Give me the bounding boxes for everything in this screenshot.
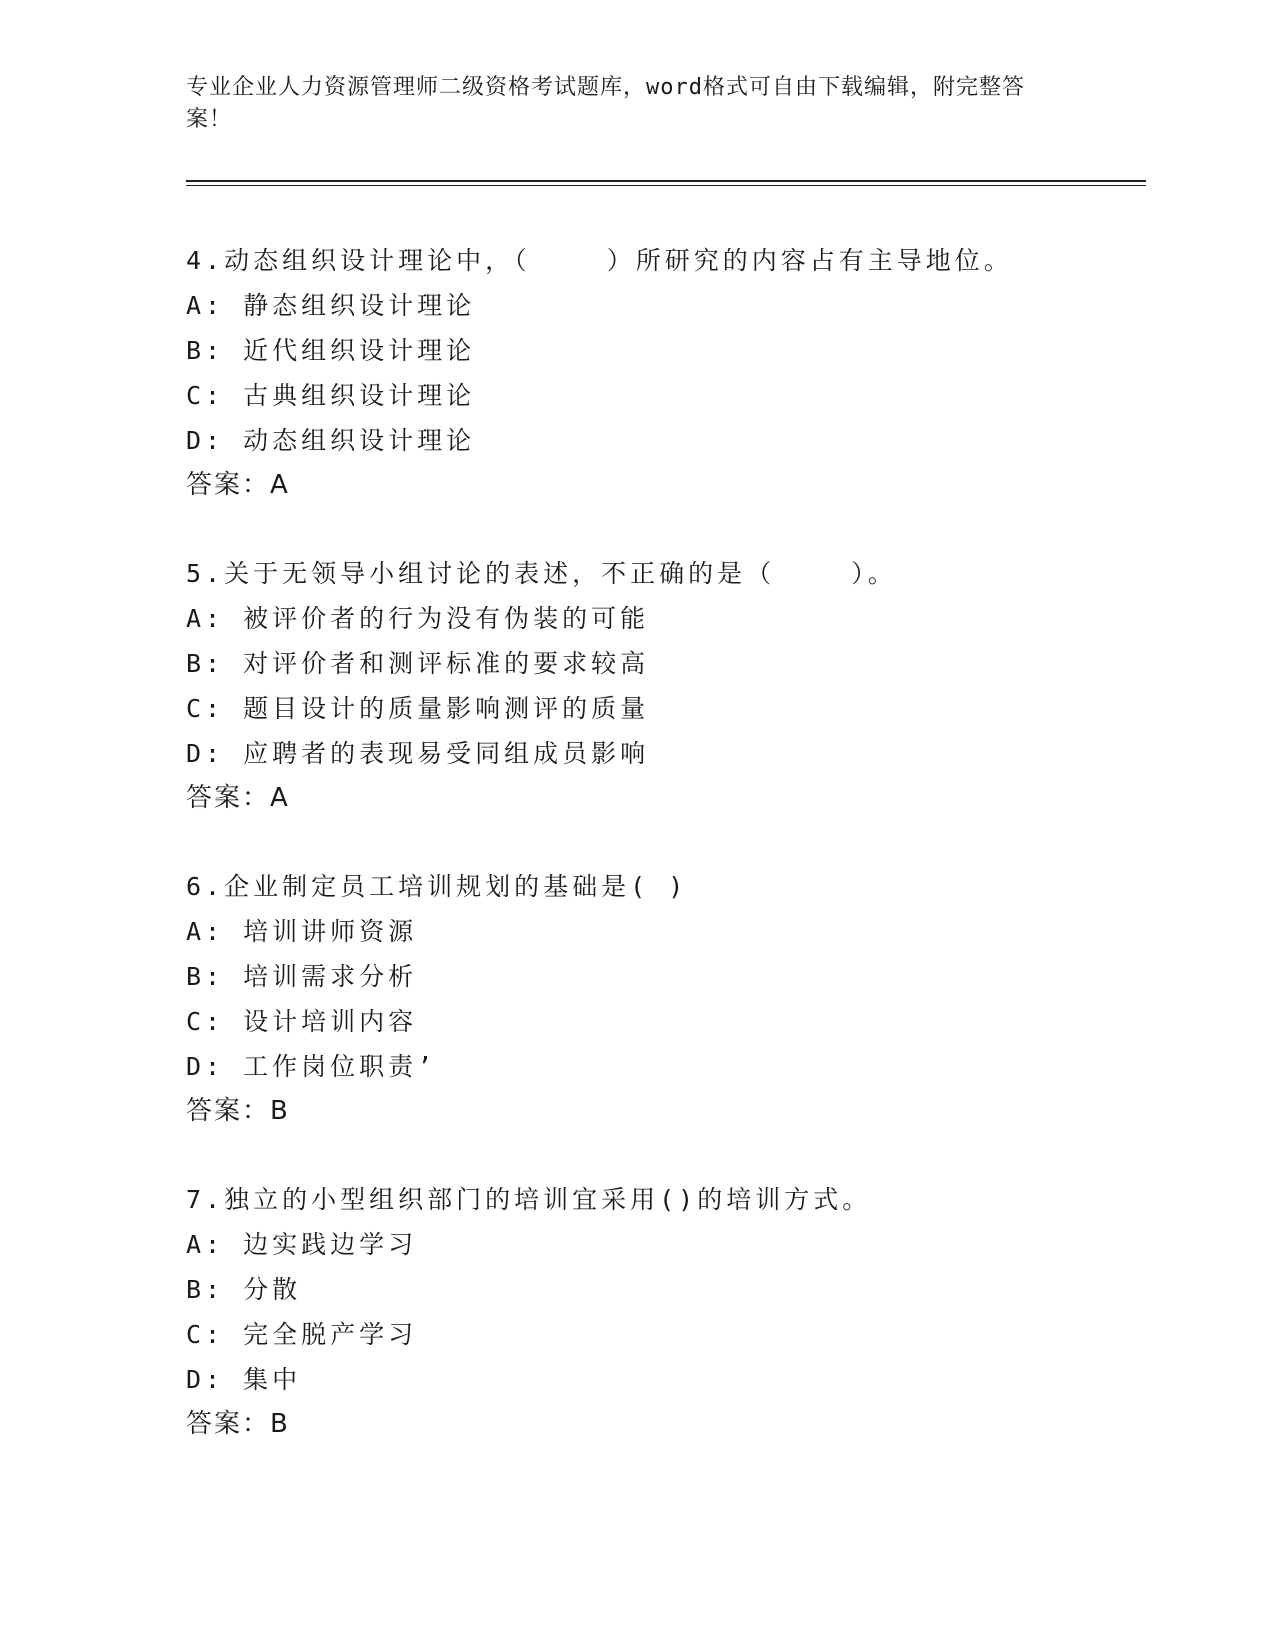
option-d: D: 动态组织设计理论 [186, 426, 476, 455]
answer-line: 答案：B [186, 1409, 290, 1439]
option-b: B: 分散 [186, 1275, 302, 1304]
question-stem: 6.企业制定员工培训规划的基础是( ) [186, 872, 688, 901]
option-d: D: 工作岗位职责’ [186, 1052, 437, 1081]
document-page [186, 72, 1146, 1490]
option-c: C: 题目设计的质量影响测评的质量 [186, 694, 650, 723]
option-b: B: 近代组织设计理论 [186, 336, 476, 365]
question-item [186, 238, 1146, 508]
option-c: C: 完全脱产学习 [186, 1320, 418, 1349]
question-stem: 5.关于无领导小组讨论的表述，不正确的是（ ）。 [186, 559, 897, 588]
question-list [186, 238, 1146, 1447]
question-item [186, 551, 1146, 821]
option-a: A: 静态组织设计理论 [186, 291, 476, 320]
option-d: D: 集中 [186, 1365, 302, 1394]
option-c: C: 古典组织设计理论 [186, 381, 476, 410]
answer-line: 答案：A [186, 470, 290, 500]
option-b: B: 培训需求分析 [186, 962, 418, 991]
option-a: A: 被评价者的行为没有伪装的可能 [186, 604, 650, 633]
document-header: 专业企业人力资源管理师二级资格考试题库，word格式可自由下载编辑，附完整答案！ [186, 75, 1025, 132]
question-stem: 4.动态组织设计理论中，（ ）所研究的内容占有主导地位。 [186, 246, 1013, 275]
answer-line: 答案：A [186, 783, 290, 813]
option-c: C: 设计培训内容 [186, 1007, 418, 1036]
option-d: D: 应聘者的表现易受同组成员影响 [186, 739, 650, 768]
question-item [186, 864, 1146, 1134]
option-a: A: 边实践边学习 [186, 1230, 418, 1259]
question-stem: 7.独立的小型组织部门的培训宜采用()的培训方式。 [186, 1185, 872, 1214]
header-divider [186, 180, 1146, 186]
answer-line: 答案：B [186, 1096, 290, 1126]
option-b: B: 对评价者和测评标准的要求较高 [186, 649, 650, 678]
question-item [186, 1177, 1146, 1447]
option-a: A: 培训讲师资源 [186, 917, 418, 946]
